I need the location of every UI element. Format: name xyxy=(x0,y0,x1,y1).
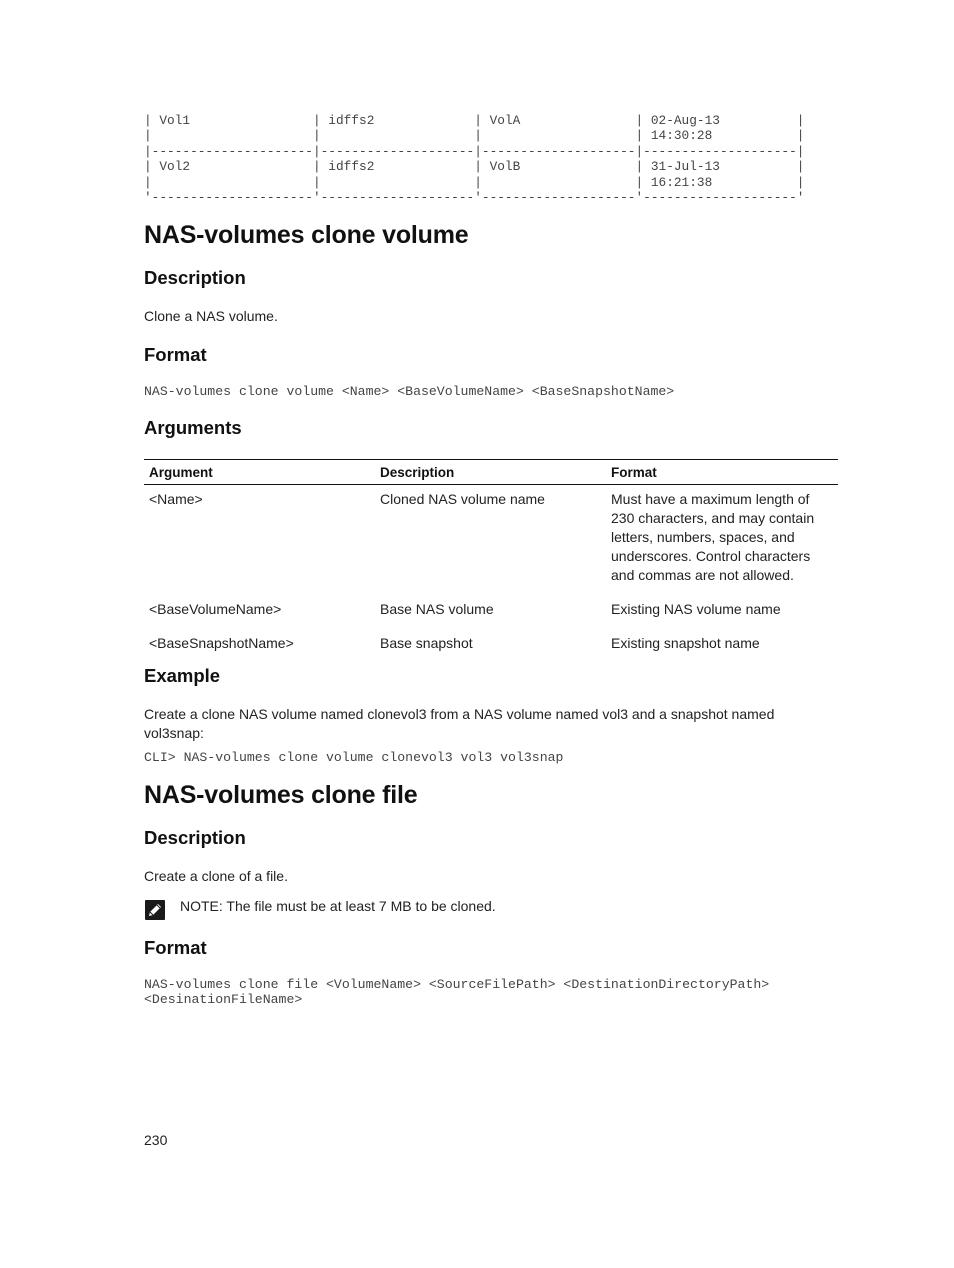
ascii-line: |---------------------|--------------------|--------------------|--------------------| xyxy=(144,143,805,159)
arguments-heading: Arguments xyxy=(144,417,242,438)
note-label: NOTE: xyxy=(180,898,223,914)
ascii-line: | | | | 16:21:38 | xyxy=(144,174,805,190)
table-row xyxy=(144,595,838,629)
section-title-clone-file: NAS-volumes clone file xyxy=(144,781,418,809)
description-heading-2: Description xyxy=(144,827,246,848)
ascii-line: | Vol2 | idffs2 | VolB | 31-Jul-13 | xyxy=(144,159,805,175)
arguments-table xyxy=(144,459,838,663)
cell-argument: <BaseSnapshotName> xyxy=(149,635,294,651)
format-code: NAS-volumes clone volume <Name> <BaseVolumeName> <BaseSnapshotName> xyxy=(144,384,675,399)
description-text: Clone a NAS volume. xyxy=(144,308,278,324)
table-header-row xyxy=(144,460,838,485)
cell-description: Base snapshot xyxy=(380,635,473,651)
format-code-line-2: <DesinationFileName> xyxy=(144,992,303,1007)
cell-format: Existing snapshot name xyxy=(611,635,760,651)
ascii-table-output xyxy=(144,113,804,205)
cell-description: Cloned NAS volume name xyxy=(380,491,545,507)
example-text: Create a clone NAS volume named clonevol3 from a NAS volume named vol3 and a snapshot named vol3snap: xyxy=(144,706,775,741)
section-title-clone-volume: NAS-volumes clone volume xyxy=(144,221,469,249)
cell-format: Existing NAS volume name xyxy=(611,601,781,617)
note-body: The file must be at least 7 MB to be cloned. xyxy=(222,898,496,914)
cell-description: Base NAS volume xyxy=(380,601,494,617)
table-row xyxy=(144,485,838,596)
description-text-2: Create a clone of a file. xyxy=(144,868,288,884)
format-heading: Format xyxy=(144,344,207,365)
example-heading: Example xyxy=(144,665,221,686)
ascii-line: | | | | 14:30:28 | xyxy=(144,128,805,144)
header-argument: Argument xyxy=(144,460,375,485)
header-format: Format xyxy=(606,460,838,485)
format-code-line-1: NAS-volumes clone file <VolumeName> <SourceFilePath> <DestinationDirectoryPath> xyxy=(144,977,770,992)
table-row xyxy=(144,629,838,663)
cell-argument: <Name> xyxy=(149,491,203,507)
note-text xyxy=(180,897,496,916)
ascii-line: | Vol1 | idffs2 | VolA | 02-Aug-13 | xyxy=(144,113,805,128)
format-heading-2: Format xyxy=(144,937,207,958)
note-pencil-icon xyxy=(144,899,166,921)
header-description: Description xyxy=(375,460,606,485)
description-heading: Description xyxy=(144,267,246,288)
cell-format: Must have a maximum length of 230 characters, and may contain letters, numbers, spaces, and underscores. Control characters and commas are not allowed. xyxy=(611,491,815,583)
cell-argument: <BaseVolumeName> xyxy=(149,601,282,617)
ascii-line: '---------------------'--------------------'--------------------'--------------------' xyxy=(144,190,805,206)
example-code: CLI> NAS-volumes clone volume clonevol3 vol3 vol3snap xyxy=(144,750,564,765)
page-number: 230 xyxy=(144,1132,168,1148)
